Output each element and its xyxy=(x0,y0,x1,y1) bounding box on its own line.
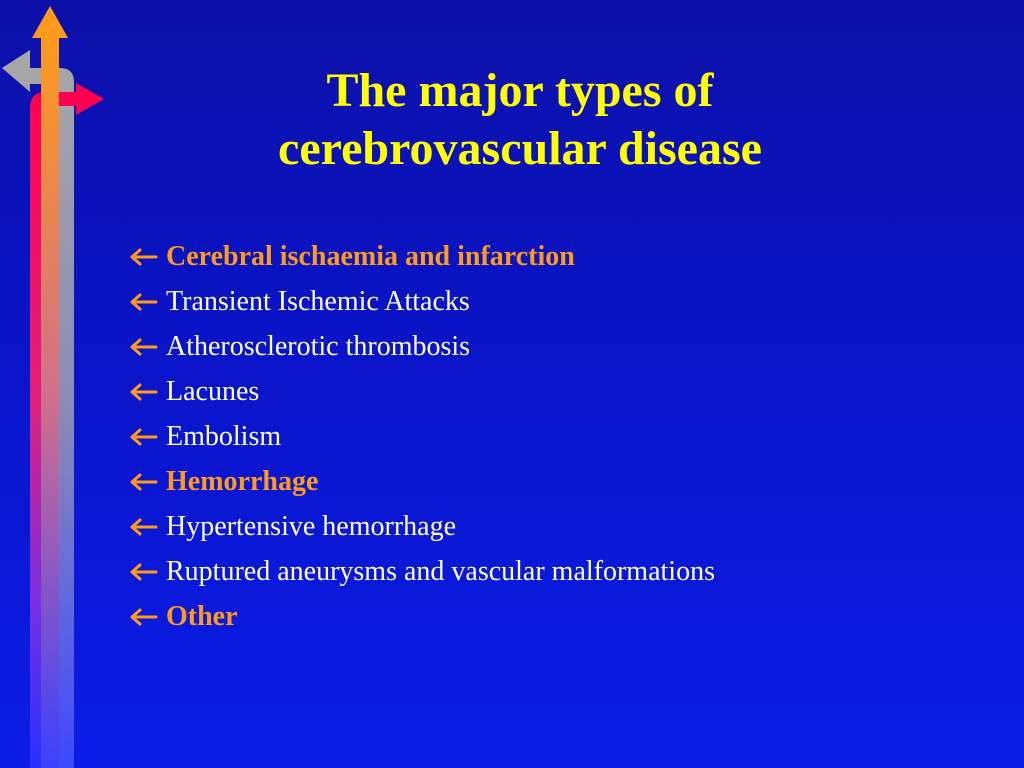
list-item xyxy=(128,234,715,279)
list-item xyxy=(128,549,715,594)
left-arrow-icon xyxy=(128,292,160,312)
list-item xyxy=(128,459,715,504)
list-item xyxy=(128,279,715,324)
left-arrow-icon xyxy=(128,517,160,537)
left-arrow-icon xyxy=(128,382,160,402)
slide-title xyxy=(140,62,900,178)
left-arrow-icon xyxy=(128,472,160,492)
list-item-text: Cerebral ischaemia and infarction xyxy=(166,240,575,272)
list-item-text: Ruptured aneurysms and vascular malformations xyxy=(166,555,715,587)
list-item-text: Embolism xyxy=(166,420,282,452)
left-arrow-icon xyxy=(128,337,160,357)
list-item xyxy=(128,414,715,459)
left-arrow-icon xyxy=(128,247,160,267)
list-item xyxy=(128,324,715,369)
list-item-text: Lacunes xyxy=(166,375,260,407)
list-item-text: Other xyxy=(166,600,238,632)
list-item-text: Transient Ischemic Attacks xyxy=(166,285,470,317)
list-item-text: Hypertensive hemorrhage xyxy=(166,510,456,542)
crossroads-arrows-graphic xyxy=(0,0,110,768)
left-arrow-icon xyxy=(128,562,160,582)
slide-title-line-2: cerebrovascular disease xyxy=(278,122,762,175)
list-item-text: Atherosclerotic thrombosis xyxy=(166,330,471,362)
left-arrow-icon xyxy=(128,427,160,447)
list-item xyxy=(128,594,715,639)
bullet-list xyxy=(128,234,715,639)
list-item xyxy=(128,504,715,549)
slide-title-line-1: The major types of xyxy=(326,64,714,117)
list-item xyxy=(128,369,715,414)
list-item-text: Hemorrhage xyxy=(166,465,319,497)
left-arrow-icon xyxy=(128,607,160,627)
